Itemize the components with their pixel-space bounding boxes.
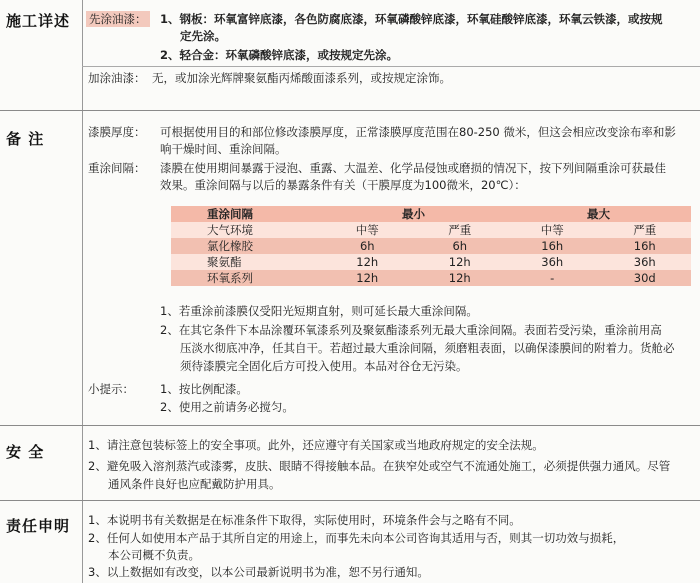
interval-line1: 漆膜在使用期间暴露于浸泡、重露、大温差、化学品侵蚀或磨损的情况下，按下列间隔重涂可获最佳 bbox=[160, 161, 666, 175]
section-title-disclaimer: 责任申明 bbox=[6, 517, 71, 535]
recoat-interval-table bbox=[171, 206, 691, 286]
table-row bbox=[171, 254, 691, 270]
section-title-safety: 安 全 bbox=[6, 443, 45, 461]
table-cell: 30d bbox=[599, 270, 692, 286]
table-cell: 氯化橡胶 bbox=[171, 238, 321, 254]
disclaimer-line2b: 本公司概不负责。 bbox=[108, 548, 200, 562]
section-divider bbox=[0, 425, 700, 426]
safety-line1: 1、请注意包装标签上的安全事项。此外，还应遵守有关国家或当地政府规定的安全法规。 bbox=[88, 438, 544, 452]
note-2-line3: 须待漆膜完全固化后方可投入使用。本品对谷仓无污染。 bbox=[180, 359, 468, 373]
table-subheader-cell: 中等 bbox=[321, 222, 414, 238]
table-cell: - bbox=[506, 270, 599, 286]
thickness-line1: 可根据使用目的和部位修改漆膜厚度，正常漆膜厚度范围在80-250 微米，但这会相应改变涂布率和影 bbox=[160, 125, 676, 139]
interval-label: 重涂间隔： bbox=[88, 161, 146, 175]
table-cell: 16h bbox=[506, 238, 599, 254]
tip-1: 1、按比例配漆。 bbox=[160, 382, 248, 396]
table-subheader-cell: 大气环境 bbox=[171, 222, 321, 238]
table-subheader-cell: 严重 bbox=[599, 222, 692, 238]
table-cell: 12h bbox=[414, 254, 507, 270]
disclaimer-line2: 2、任何人如使用本产品于其所自定的用途上，而事先未向本公司咨询其适用与否，则其一切功效与损耗， bbox=[88, 531, 625, 545]
table-subheader-cell: 严重 bbox=[414, 222, 507, 238]
note-1: 1、若重涂前漆膜仅受阳光短期直射，则可延长最大重涂间隔。 bbox=[160, 304, 478, 318]
table-subheader-cell: 中等 bbox=[506, 222, 599, 238]
table-header-cell: 最小 bbox=[321, 206, 506, 222]
section-title-remarks: 备 注 bbox=[6, 130, 45, 148]
primer-line1: 1、钢板：环氧富锌底漆，各色防腐底漆，环氧磷酸锌底漆，环氧硅酸锌底漆，环氧云铁漆，或按规 bbox=[160, 12, 663, 26]
section-divider bbox=[0, 500, 700, 501]
table-cell: 16h bbox=[599, 238, 692, 254]
divider bbox=[82, 66, 700, 67]
tips-label: 小提示： bbox=[88, 382, 134, 396]
table-cell: 36h bbox=[599, 254, 692, 270]
table-cell: 6h bbox=[321, 238, 414, 254]
table-cell: 聚氨酯 bbox=[171, 254, 321, 270]
table-cell: 环氧系列 bbox=[171, 270, 321, 286]
table-cell: 36h bbox=[506, 254, 599, 270]
thickness-line2: 响干燥时间、重涂间隔。 bbox=[160, 142, 287, 156]
thickness-label: 漆膜厚度： bbox=[88, 125, 146, 139]
primer-line2: 2、轻合金：环氧磷酸锌底漆，或按规定先涂。 bbox=[160, 48, 398, 62]
interval-line2: 效果。重涂间隔与以后的暴露条件有关（干膜厚度为100微米，20℃）： bbox=[160, 178, 526, 192]
table-header-cell: 重涂间隔 bbox=[171, 206, 321, 222]
table-cell: 12h bbox=[414, 270, 507, 286]
section-title-construction: 施工详述 bbox=[6, 12, 71, 30]
table-cell: 6h bbox=[414, 238, 507, 254]
primer-label: 先涂油漆： bbox=[86, 11, 150, 27]
topcoat-label: 加涂油漆： bbox=[88, 71, 146, 85]
note-2-line2: 压淡水彻底冲净，任其自干。若超过最大重涂间隔，须磨粗表面，以确保漆膜间的附着力。货舱必 bbox=[180, 341, 675, 355]
disclaimer-line3: 3、以上数据如有改变，以本公司最新说明书为准，恕不另行通知。 bbox=[88, 565, 429, 579]
primer-line1b: 定先涂。 bbox=[180, 29, 226, 43]
tip-2: 2、使用之前请务必搅匀。 bbox=[160, 400, 294, 414]
topcoat-text: 无，或加涂光辉牌聚氨酯丙烯酸面漆系列，或按规定涂饰。 bbox=[152, 71, 451, 85]
section-divider bbox=[0, 110, 700, 111]
table-row bbox=[171, 238, 691, 254]
safety-line2b: 通风条件良好也应配戴防护用具。 bbox=[108, 477, 281, 491]
table-cell: 12h bbox=[321, 270, 414, 286]
table-row bbox=[171, 270, 691, 286]
safety-line2: 2、避免吸入溶剂蒸汽或漆雾，皮肤、眼睛不得接触本品。在狭窄处或空气不流通处施工，必须提供强力通风。尽管 bbox=[88, 459, 671, 473]
table-cell: 12h bbox=[321, 254, 414, 270]
disclaimer-line1: 1、本说明书有关数据是在标准条件下取得，实际使用时，环境条件会与之略有不同。 bbox=[88, 513, 521, 527]
column-divider bbox=[82, 0, 83, 583]
note-2-line1: 2、在其它条件下本品涂覆环氧漆系列及聚氨酯漆系列无最大重涂间隔。表面若受污染，重涂前用高 bbox=[160, 323, 662, 337]
table-header-cell: 最大 bbox=[506, 206, 691, 222]
